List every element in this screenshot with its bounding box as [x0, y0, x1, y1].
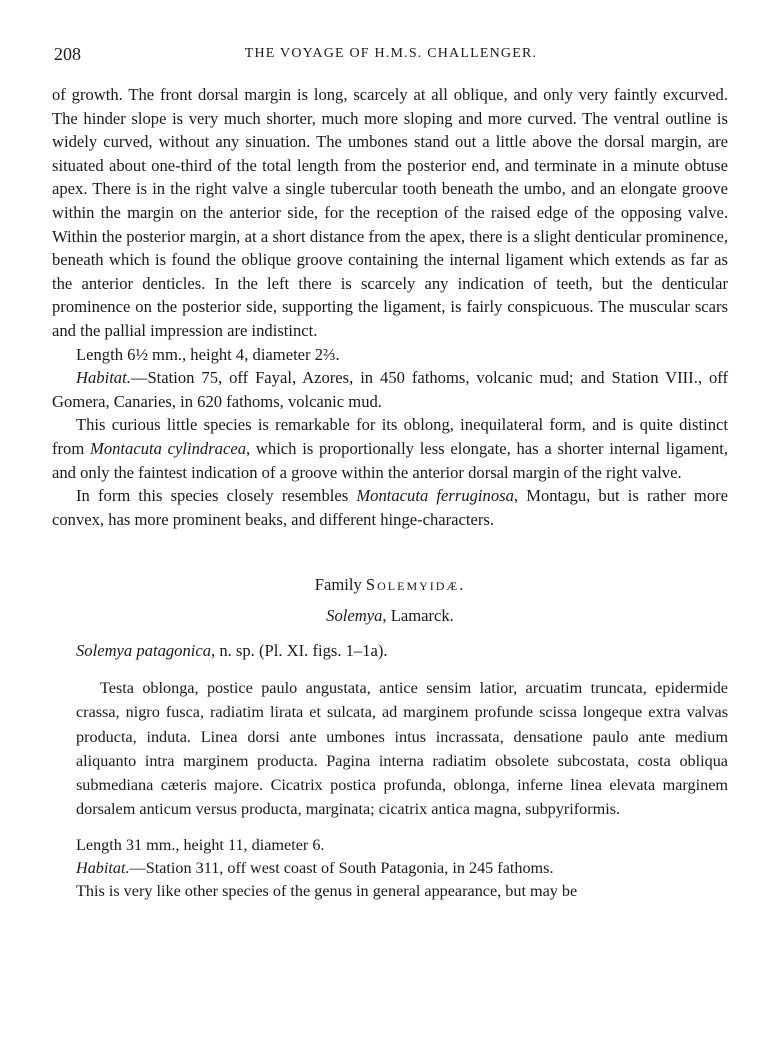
habitat-2-text: —Station 311, off west coast of South Patagonia, in 245 fathoms. [129, 858, 554, 877]
latin-description [52, 676, 728, 821]
habitat-2 [76, 857, 728, 880]
family-heading [52, 573, 728, 596]
measurements-line: Length 6½ mm., height 4, diameter 2⅔. [76, 344, 340, 364]
species-measurements [52, 834, 728, 903]
remark-paragraph-1 [52, 413, 728, 484]
page-body [52, 83, 728, 903]
measurements-2: Length 31 mm., height 11, diameter 6. [76, 835, 325, 854]
page-number: 208 [54, 44, 81, 64]
genus-authority: , Lamarck. [382, 606, 454, 626]
habitat-paragraph [52, 366, 728, 413]
species-suffix: , n. sp. (Pl. XI. figs. 1–1a). [211, 641, 388, 661]
closing-line: This is very like other species of the genus in general appearance, but may be [76, 881, 578, 900]
remark-1-rest: , which is proportionally less elongate, has a shorter internal ligament, and only the faintest indication of a groove within the anterior dorsal margin of the right valve. [52, 438, 728, 482]
running-title: THE VOYAGE OF H.M.S. CHALLENGER. [244, 46, 538, 61]
genus-heading [52, 604, 728, 627]
habitat-text: —Station 75, off Fayal, Azores, in 450 fathoms, volcanic mud; and Station VIII., off Gomera, Canaries, in 620 fathoms, volcanic mud. [52, 368, 728, 411]
habitat-2-label: Habitat. [76, 858, 130, 877]
description-paragraph: of growth. The front dorsal margin is long, scarcely at all oblique, and only very faintly excurved. The hinder slope is very much shorter, much more sloping and more curved. The ventral outline is widely curved, without any sinuation. The umbones stand out a little above the dorsal margin, are situated about one-third of the total length from the posterior end, and terminate in a minute obtuse apex. There is in the right valve a single tubercular tooth beneath the umbo, and an elongate groove within the margin on the anterior side, for the reception of the raised edge of the opposing valve. Within the posterior margin, at a short distance from the apex, there is a slight denticular prominence, beneath which is found the oblique groove containing the internal ligament which extends as far as the anterior denticles. In the left there is scarcely any indication of teeth, but the denticular prominence on the posterior side, supporting the ligament, is fairly conspicuous. The muscular scars and the pallial impression are indistinct. [52, 85, 728, 340]
page-header [52, 44, 730, 66]
remark-1-text: This curious little species is remarkable for its oblong, inequilateral form, and is quite distinct from [52, 415, 728, 458]
species-heading [52, 639, 728, 662]
remark-2-rest: , Montagu, but is rather more convex, has more prominent beaks, and different hinge-characters. [52, 486, 729, 529]
remark-2-text: In form this species closely resembles [76, 486, 357, 506]
remark-2-species: Montacuta ferruginosa [356, 486, 514, 506]
family-prefix: Family [314, 575, 366, 595]
remark-paragraph-2 [52, 484, 728, 531]
habitat-label: Habitat. [76, 368, 131, 388]
remark-1-species: Montacuta cylindracea [90, 438, 246, 458]
family-name: Solemyidæ. [365, 575, 466, 595]
latin-description-text: Testa oblonga, postice paulo angustata, antice sensim latior, arcuatim truncata, epidermide crassa, nigro fusca, radiatim lirata et sulcata, ad marginem profunde scissa longeque extra valvas producta, induta. Linea dorsi ante umbones intus incrassata, densatione paulo ante medium aliquanto intra marginem producta. Pagina interna radiatim obsolete subcostata, costa obliqua submediana cæteris majore. Cicatrix postica profunda, oblonga, inferne linea elevata marginem dorsalem anticum versus producta, marginata; cicatrix antica magna, subpyriformis. [76, 679, 728, 819]
species-name: Solemya patagonica [76, 641, 212, 661]
genus-name: Solemya [326, 606, 383, 626]
